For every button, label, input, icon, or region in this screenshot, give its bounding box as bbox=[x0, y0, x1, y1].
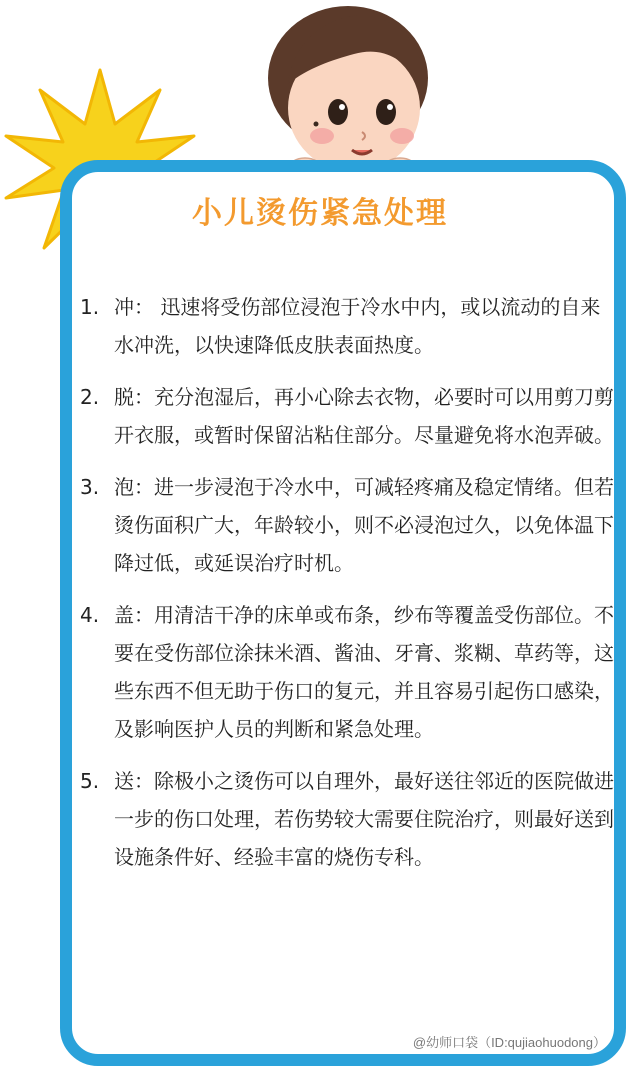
watermark-credit: @幼师口袋（ID:qujiaohuodong） bbox=[412, 1035, 606, 1050]
list-item-text: 盖：用清洁干净的床单或布条，纱布等覆盖受伤部位。不要在受伤部位涂抹米酒、酱油、牙膏、浆糊、草药等，这些东西不但无助于伤口的复元，并且容易引起伤口感染，及影响医护人员的判断和紧急处理。 bbox=[114, 603, 614, 741]
list-item-text: 脱：充分泡湿后，再小心除去衣物，必要时可以用剪刀剪开衣服，或暂时保留沾粘住部分。尽量避免将水泡弄破。 bbox=[114, 385, 614, 447]
cartoon-boy-illustration bbox=[250, 6, 450, 181]
first-aid-steps-list bbox=[80, 288, 620, 890]
list-item-5 bbox=[80, 762, 620, 876]
page-title: 小儿烫伤紧急处理 bbox=[192, 196, 448, 231]
list-item-1 bbox=[80, 288, 620, 364]
list-item-text: 送：除极小之烫伤可以自理外，最好送往邻近的医院做进一步的伤口处理，若伤势较大需要住院治疗，则最好送到设施条件好、经验丰富的烧伤专科。 bbox=[114, 769, 614, 869]
list-item-number: 1. bbox=[80, 295, 100, 319]
list-item-number: 2. bbox=[80, 385, 100, 409]
list-item-number: 3. bbox=[80, 475, 100, 499]
list-item-number: 4. bbox=[80, 603, 100, 627]
list-item-4 bbox=[80, 596, 620, 748]
list-item-text: 冲： 迅速将受伤部位浸泡于冷水中内，或以流动的自来水冲洗，以快速降低皮肤表面热度。 bbox=[114, 295, 601, 357]
list-item-2 bbox=[80, 378, 620, 454]
list-item-text: 泡：进一步浸泡于冷水中，可减轻疼痛及稳定情绪。但若烫伤面积广大，年龄较小，则不必浸泡过久，以免体温下降过低，或延误治疗时机。 bbox=[114, 475, 614, 575]
list-item-number: 5. bbox=[80, 769, 100, 793]
list-item-3 bbox=[80, 468, 620, 582]
